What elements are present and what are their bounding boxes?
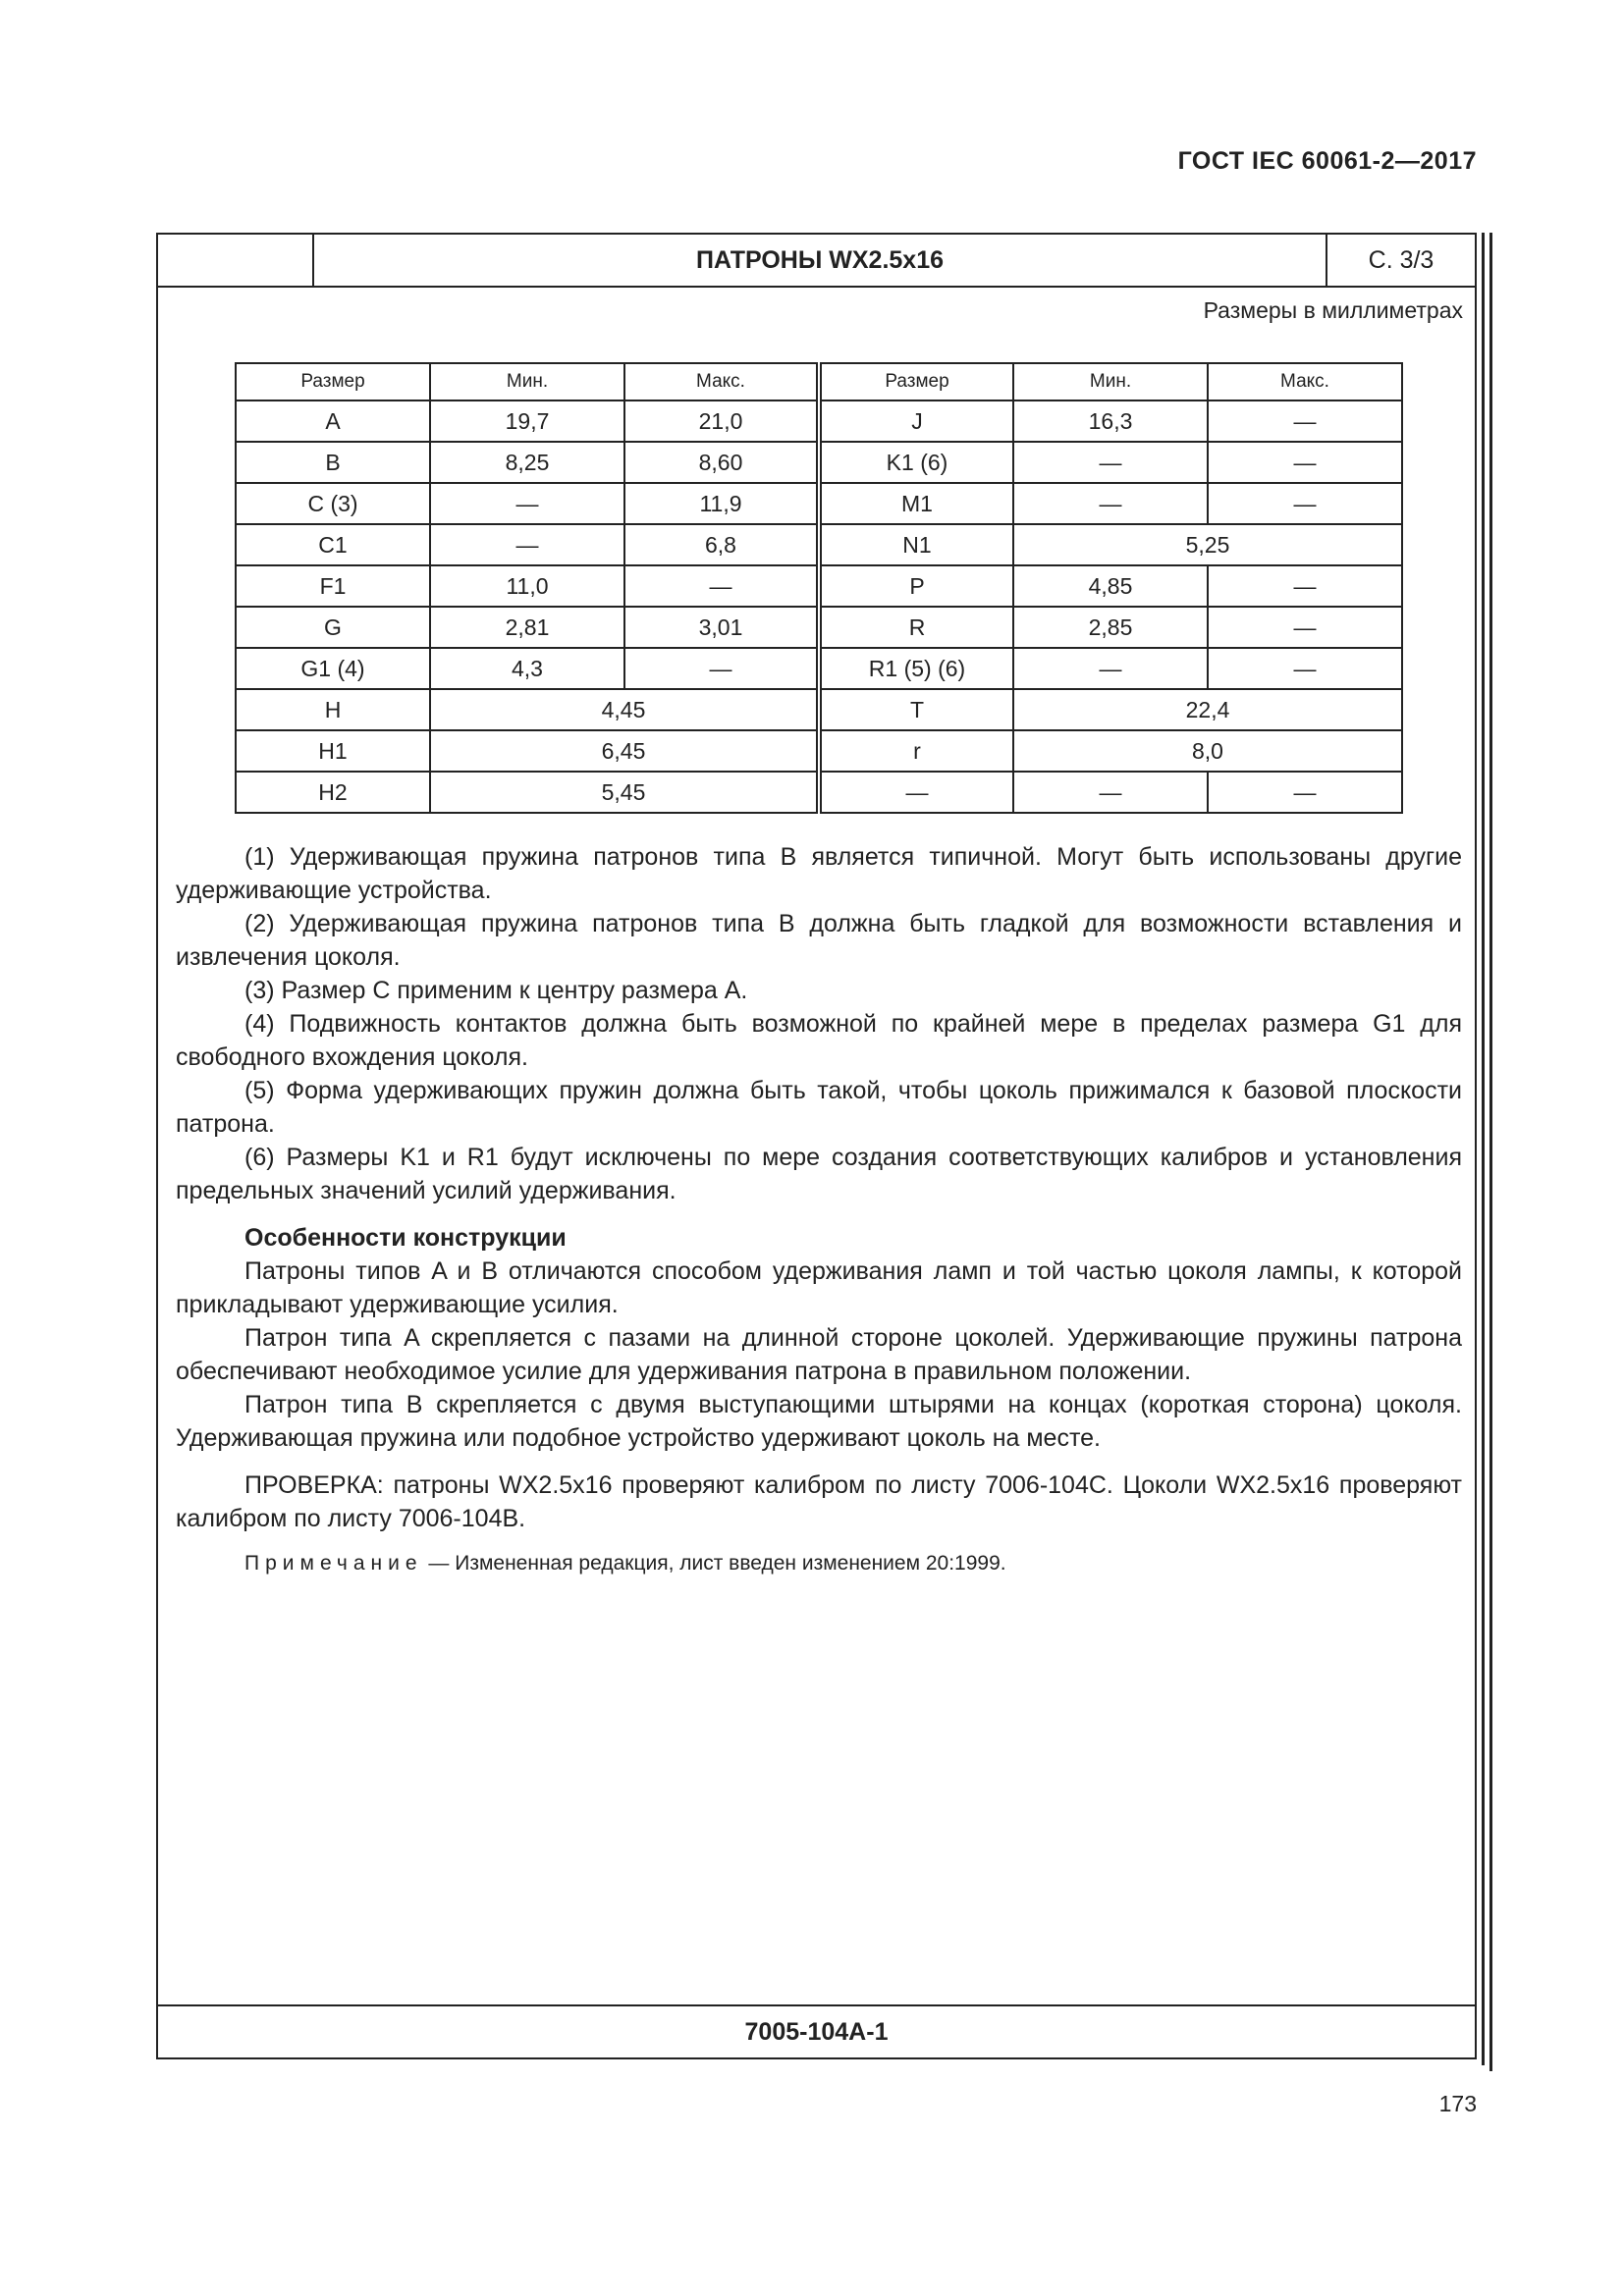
note-label: Примечание — [244, 1552, 423, 1575]
table-cell-merged: 4,45 — [430, 689, 819, 730]
table-cell: R1 (5) (6) — [819, 648, 1013, 689]
table-row — [236, 483, 1402, 524]
table-cell: G1 (4) — [236, 648, 430, 689]
table-cell: 3,01 — [624, 607, 819, 648]
table-cell: H — [236, 689, 430, 730]
sheet-text — [176, 840, 1462, 1580]
table-cell: 19,7 — [430, 400, 624, 442]
table-cell: R — [819, 607, 1013, 648]
table-cell: T — [819, 689, 1013, 730]
table-cell: C1 — [236, 524, 430, 565]
section-heading: Особенности конструкции — [244, 1224, 567, 1252]
page-number: 173 — [1438, 2091, 1477, 2116]
header-min: Мин. — [430, 363, 624, 400]
table-cell: — — [430, 524, 624, 565]
section-paragraph: Патроны типов A и B отличаются способом удерживания ламп и той частью цоколя лампы, к которой прикладывают удерживающие усилия. — [176, 1257, 1462, 1318]
sheet-footer-code: 7005-104A-1 — [158, 2004, 1475, 2057]
table-cell-merged: 5,25 — [1013, 524, 1402, 565]
check-paragraph: ПРОВЕРКА: патроны WX2.5x16 проверяют калибром по листу 7006-104C. Цоколи WX2.5x16 проверяют калибром по листу 7006-104B. — [176, 1471, 1462, 1532]
sheet-page: С. 3/3 — [1368, 246, 1435, 274]
table-cell: M1 — [819, 483, 1013, 524]
table-header-row — [236, 363, 1402, 400]
table-cell: — — [1208, 565, 1402, 607]
frame-edge-line — [1489, 233, 1492, 2071]
table-cell: N1 — [819, 524, 1013, 565]
table-row — [236, 524, 1402, 565]
table-cell: J — [819, 400, 1013, 442]
table-cell: 8,25 — [430, 442, 624, 483]
table-cell: 21,0 — [624, 400, 819, 442]
sheet-header — [158, 235, 1475, 288]
table-cell: H1 — [236, 730, 430, 772]
table-cell: — — [624, 565, 819, 607]
table-cell: r — [819, 730, 1013, 772]
table-row — [236, 689, 1402, 730]
dimensions-table — [235, 362, 1403, 814]
table-cell: — — [1208, 772, 1402, 813]
table-cell-merged: 5,45 — [430, 772, 819, 813]
table-row — [236, 730, 1402, 772]
table-cell: — — [1208, 442, 1402, 483]
table-cell: — — [1208, 483, 1402, 524]
table-cell: G — [236, 607, 430, 648]
table-cell: — — [819, 772, 1013, 813]
table-cell: 11,0 — [430, 565, 624, 607]
table-cell: 8,60 — [624, 442, 819, 483]
table-cell: — — [430, 483, 624, 524]
footnote-1: (1) Удерживающая пружина патронов типа B является типичной. Могут быть использованы другие удерживающие устройства. — [176, 843, 1462, 904]
header-max: Макс. — [1208, 363, 1402, 400]
table-cell: P — [819, 565, 1013, 607]
table-cell: 2,81 — [430, 607, 624, 648]
table-cell: K1 (6) — [819, 442, 1013, 483]
header-blank-cell — [158, 235, 314, 286]
table-cell: 6,8 — [624, 524, 819, 565]
footnote-6: (6) Размеры K1 и R1 будут исключены по мере создания соответствующих калибров и установления предельных значений усилий удерживания. — [176, 1144, 1462, 1204]
sheet-frame — [156, 233, 1477, 2059]
header-max: Макс. — [624, 363, 819, 400]
header-size: Размер — [236, 363, 430, 400]
table-cell: — — [1013, 442, 1208, 483]
frame-edge-line — [1482, 233, 1485, 2065]
note-paragraph — [176, 1547, 1462, 1580]
table-row — [236, 648, 1402, 689]
footnote-4: (4) Подвижность контактов должна быть возможной по крайней мере в пределах размера G1 для свободного вхождения цоколя. — [176, 1010, 1462, 1071]
table-cell: 16,3 — [1013, 400, 1208, 442]
table-row — [236, 565, 1402, 607]
table-row — [236, 772, 1402, 813]
document-code: ГОСТ IEC 60061-2—2017 — [1177, 147, 1477, 175]
table-cell: 4,85 — [1013, 565, 1208, 607]
section-paragraph: Патрон типа A скрепляется с пазами на длинной стороне цоколей. Удерживающие пружины патрона обеспечивают необходимое усилие для удерживания патрона в правильном положении. — [176, 1324, 1462, 1385]
table-cell: 11,9 — [624, 483, 819, 524]
table-cell: — — [1208, 648, 1402, 689]
header-min: Мин. — [1013, 363, 1208, 400]
footnote-2: (2) Удерживающая пружина патронов типа B должна быть гладкой для возможности вставления и извлечения цоколя. — [176, 910, 1462, 971]
table-cell: H2 — [236, 772, 430, 813]
table-cell: B — [236, 442, 430, 483]
table-cell: — — [1208, 607, 1402, 648]
table-cell: — — [1013, 483, 1208, 524]
footnote-3: (3) Размер C применим к центру размера A. — [244, 977, 748, 1004]
table-cell: — — [1208, 400, 1402, 442]
table-row — [236, 442, 1402, 483]
units-note: Размеры в миллиметрах — [1203, 297, 1463, 323]
section-paragraph: Патрон типа B скрепляется с двумя выступающими штырями на концах (короткая сторона) цоколя. Удерживающая пружина или подобное устройство удерживают цоколь на месте. — [176, 1391, 1462, 1452]
table-row — [236, 607, 1402, 648]
footnote-5: (5) Форма удерживающих пружин должна быть такой, чтобы цоколь прижимался к базовой плоскости патрона. — [176, 1077, 1462, 1138]
table-cell: F1 — [236, 565, 430, 607]
table-cell: 4,3 — [430, 648, 624, 689]
table-cell: — — [1013, 772, 1208, 813]
table-cell: A — [236, 400, 430, 442]
table-cell-merged: 22,4 — [1013, 689, 1402, 730]
table-row — [236, 400, 1402, 442]
note-text: — Измененная редакция, лист введен изменением 20:1999. — [422, 1552, 1006, 1575]
table-cell: 2,85 — [1013, 607, 1208, 648]
table-cell: — — [1013, 648, 1208, 689]
table-cell-merged: 8,0 — [1013, 730, 1402, 772]
table-cell: — — [624, 648, 819, 689]
table-cell-merged: 6,45 — [430, 730, 819, 772]
sheet-title: ПАТРОНЫ WX2.5x16 — [314, 235, 1327, 286]
table-cell: C (3) — [236, 483, 430, 524]
header-size: Размер — [819, 363, 1013, 400]
